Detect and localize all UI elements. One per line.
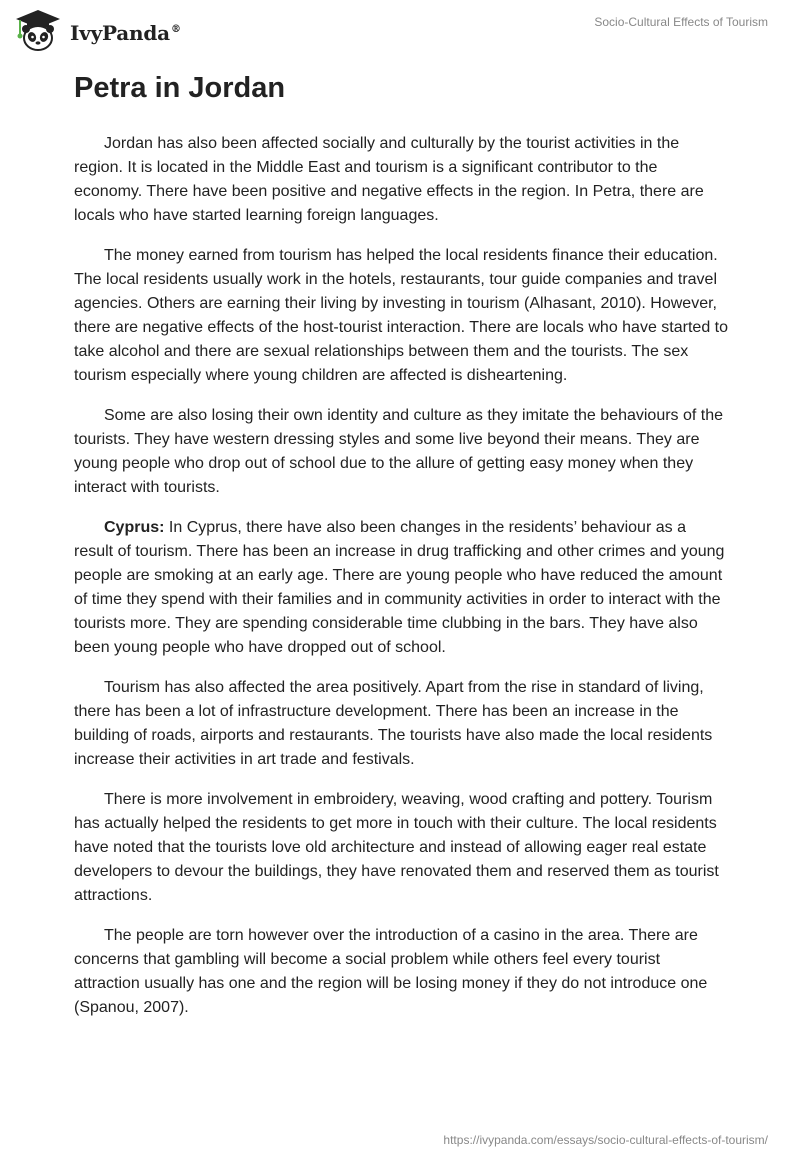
ivypanda-logo[interactable] [14,8,181,52]
paragraph-jordan-intro: Jordan has also been affected socially and culturally by the tourist activities in the region. It is located in the Middle East and tourism is a significant contributor to the economy. There have been positive and negative effects in the region. In Petra, there are locals who have started learning foreign languages. [74,135,704,224]
cyprus-label: Cyprus: [104,519,165,536]
brand-name [70,21,181,45]
article-body [74,132,728,1036]
paragraph-casino: The people are torn however over the introduction of a casino in the area. There are concerns that gambling will become a social problem while others feel every tourist attraction usually has one and the region will be losing money if they do not introduce one (Spanou, 2007). [74,927,708,1016]
paragraph-cyprus [74,516,728,660]
paragraph-positive-effects: Tourism has also affected the area positively. Apart from the rise in standard of living, there has been a lot of infrastructure development. There has been an increase in the building of roads, airports and restaurants. The tourists have also made the local residents increase their activities in art trade and festivals. [74,679,713,768]
document-header-title: Socio-Cultural Effects of Tourism [594,15,768,29]
source-url-link[interactable]: https://ivypanda.com/essays/socio-cultural-effects-of-tourism/ [443,1133,768,1147]
panda-graduate-icon [14,8,62,52]
page-title: Petra in Jordan [74,72,286,104]
page-header [0,0,800,64]
paragraph-crafts: There is more involvement in embroidery, weaving, wood crafting and pottery. Tourism has actually helped the residents to get more in touch with their culture. The local residents have noted that the tourists love old architecture and instead of allowing eager real estate developers to devour the buildings, they have renovated them and reserved them as tourist attractions. [74,791,719,904]
paragraph-identity-loss: Some are also losing their own identity and culture as they imitate the behaviours of the tourists. They have western dressing styles and some live beyond their means. They are young people who drop out of school due to the allure of getting easy money when they interact with tourists. [74,407,724,496]
brand-text: IvyPanda [70,21,170,45]
paragraph-tourism-money: The money earned from tourism has helped the local residents finance their education. The local residents usually work in the hotels, restaurants, tour guide companies and travel agencies. Others are earning their living by investing in tourism (Alhasant, 2010). However, there are negative effects of the host-tourist interaction. There are locals who have started to take alcohol and there are sexual relationships between them and the tourists. The sex tourism especially where young children are affected is disheartening. [74,247,728,384]
registered-mark: ® [170,24,181,36]
cyprus-text: In Cyprus, there have also been changes in the residents’ behaviour as a result of tourism. There has been an increase in drug trafficking and other crimes and young people are smoking at an early age. There are young people who have reduced the amount of time they spend with their families and in community activities in order to interact with the tourists more. They are spending considerable time clubbing in the bars. They have also been young people who have dropped out of school. [74,519,725,656]
